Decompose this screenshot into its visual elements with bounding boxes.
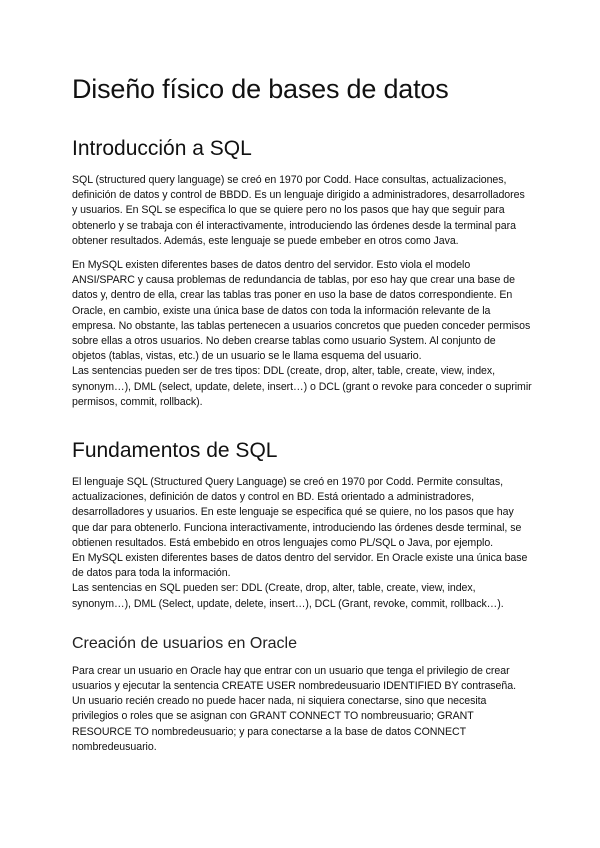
paragraph: El lenguaje SQL (Structured Query Language) se creó en 1970 por Codd. Permite consultas, actualizaciones, definición de datos y control en BD. Está orientado a administradores, desarrolladores y usuarios. En este lenguaje se especifica qué se quiere, no los pasos que hay que dar para obtenerlo. Funciona interactivamente, introduciendo las órdenes desde terminal, se obtienen resultados. Está embebido en otros lenguajes como PL/SQL o Java, por ejemplo. [72, 476, 522, 549]
document-title: Diseño físico de bases de datos [72, 74, 449, 104]
paragraph: En MySQL existen diferentes bases de datos dentro del servidor. En Oracle existe una única base de datos para toda la información. [72, 552, 528, 580]
paragraph: SQL (structured query language) se creó en 1970 por Codd. Hace consultas, actualizaciones, definición de datos y control de BBDD. Es un lenguaje dirigido a administradores, desarrolladores y usuarios. En SQL se especifica lo que se quiere pero no los pasos que hay que seguir para obtenerlo y se trabaja con él interactivamente, introduciendo las órdenes desde la terminal para obtener resultados. Además, este lenguaje se puede embeber en otros como Java. [72, 174, 525, 247]
paragraph: Las sentencias en SQL pueden ser: DDL (Create, drop, alter, table, create, view, index, synonym…), DML (Select, update, delete, insert…), DCL (Grant, revoke, commit, rollback…). [72, 582, 504, 610]
subsection-heading-creacion-usuarios: Creación de usuarios en Oracle [72, 634, 298, 652]
paragraph: Para crear un usuario en Oracle hay que entrar con un usuario que tenga el privilegio de crear usuarios y ejecutar la sentencia CREATE USER nombredeusuario IDENTIFIED BY contraseña. Un usuario recién creado no puede hacer nada, ni siquiera conectarse, sino que necesita privilegios o roles que se asignan con GRANT CONNECT TO nombreusuario; GRANT RESOURCE TO nombredeusuario; y para conectarse a la base de datos CONNECT nombredeusuario. [72, 664, 516, 753]
section-heading-introduccion-sql: Introducción a SQL [72, 137, 252, 160]
paragraph: En MySQL existen diferentes bases de datos dentro del servidor. Esto viola el modelo ANSI/SPARC y causa problemas de redundancia de tablas, por eso hay que crear una base de datos y, dentro de ella, crear las tablas tras poner en uso la base de datos correspondiente. En Oracle, en cambio, existe una única base de datos con toda la información relevante de la empresa. No obstante, las tablas pertenecen a usuarios concretos que pueden conceder permisos sobre ellas a otros usuarios. No deben crearse tablas como usuario System. Al conjunto de objetos (tablas, vistas, etc.) de un usuario se le llama esquema del usuario. [72, 259, 531, 363]
section-heading-fundamentos-sql: Fundamentos de SQL [72, 439, 278, 463]
paragraph: Las sentencias pueden ser de tres tipos: DDL (create, drop, alter, table, create, view, index, synonym…), DML (select, update, delete, insert…) o DCL (grant o revoke para conceder o suprimir permisos, commit, rollback). [72, 365, 532, 408]
